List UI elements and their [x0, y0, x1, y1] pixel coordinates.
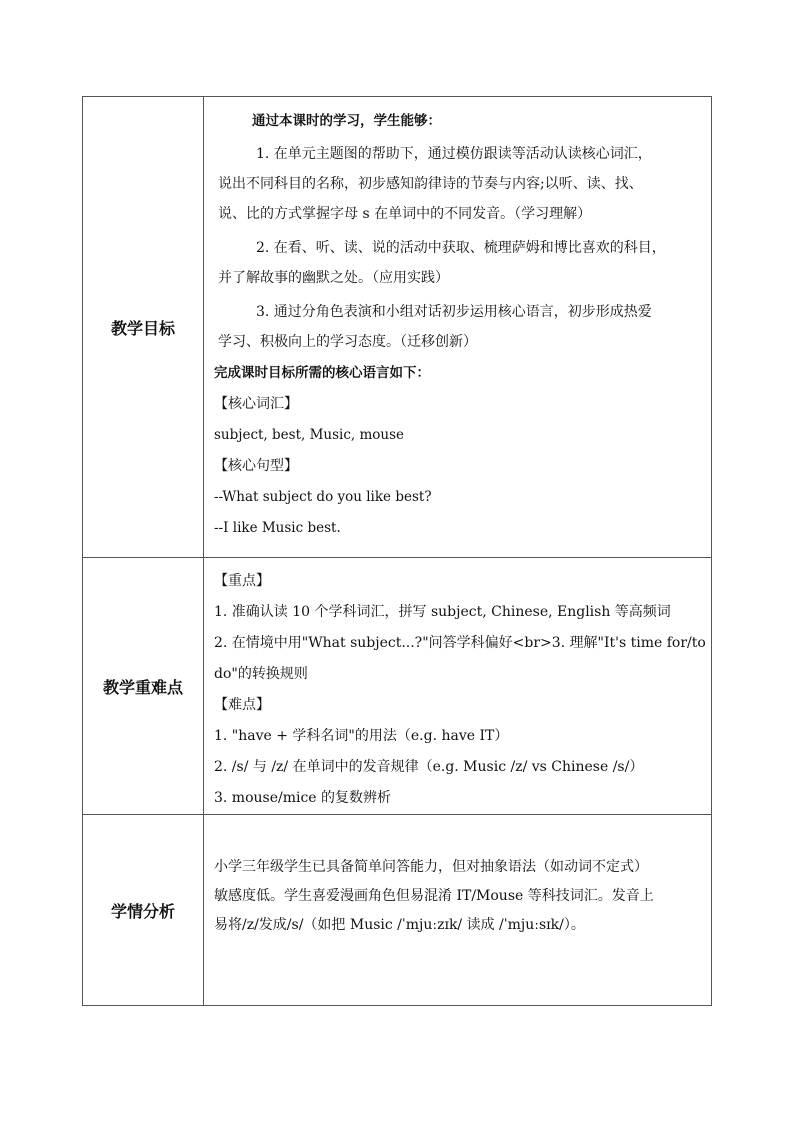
- analysis-line-1: 小学三年级学生已具备简单问答能力，但对抽象语法（如动词不定式）: [214, 859, 648, 875]
- key-points-heading: 【重点】: [214, 573, 270, 589]
- difficult-point-2: 2. /s/ 与 /z/ 在单词中的发音规律（e.g. Music /z/ vs Chinese /s/）: [214, 759, 644, 775]
- analysis-line-3: 易将/z/发成/s/（如把 Music /ˈmjuːzɪk/ 读成 /ˈmjuːsɪk/）。: [214, 917, 585, 933]
- objective-3: [214, 297, 703, 357]
- learner-analysis-row: [83, 815, 712, 1006]
- key-difficult-row: [83, 558, 712, 815]
- objective-1-line2: 说出不同科目的名称，初步感知韵律诗的节奏与内容;以听、读、找、: [218, 176, 643, 192]
- vocab-heading: 【核心词汇】: [214, 396, 298, 412]
- objective-1-line1: 1. 在单元主题图的帮助下，通过模仿跟读等活动认读核心词汇，: [256, 146, 652, 162]
- objective-1-line3: 说、比的方式掌握字母 s 在单词中的不同发音。（学习理解）: [218, 206, 592, 222]
- difficult-point-1: 1. "have + 学科名词"的用法（e.g. have IT）: [214, 728, 509, 744]
- key-difficult-content: [204, 558, 712, 815]
- key-point-1: 1. 准确认读 10 个学科词汇，拼写 subject, Chinese, English 等高频词: [214, 604, 671, 620]
- objective-2-line1: 2. 在看、听、读、说的活动中获取、梳理萨姆和博比喜欢的科目，: [256, 240, 666, 256]
- core-language-heading: 完成课时目标所需的核心语言如下：: [214, 365, 430, 381]
- sentence-answer: --I like Music best.: [214, 520, 341, 536]
- key-point-2b: do"的转换规则: [214, 666, 308, 682]
- learner-analysis-content: [204, 815, 712, 1006]
- objective-2-line2: 并了解故事的幽默之处。（应用实践）: [218, 270, 449, 286]
- objectives-label: 教学目标: [83, 97, 204, 558]
- learner-analysis-label: 学情分析: [83, 815, 204, 1006]
- difficult-points-heading: 【难点】: [214, 697, 270, 713]
- lesson-plan-table: [82, 96, 712, 1006]
- analysis-line-2: 敏感度低。学生喜爱漫画角色但易混淆 IT/Mouse 等科技词汇。发音上: [214, 888, 654, 904]
- objectives-content: [204, 97, 712, 558]
- difficult-point-3: 3. mouse/mice 的复数辨析: [214, 790, 392, 806]
- objectives-intro: 通过本课时的学习，学生能够：: [252, 113, 441, 129]
- sentence-question: --What subject do you like best?: [214, 489, 432, 505]
- vocab-list: subject, best, Music, mouse: [214, 427, 405, 443]
- objective-3-line1: 3. 通过分角色表演和小组对话初步运用核心语言，初步形成热爱: [256, 304, 652, 320]
- objective-2: [214, 233, 703, 293]
- key-difficult-label: 教学重难点: [83, 558, 204, 815]
- key-point-2a: 2. 在情境中用"What subject...?"问答学科偏好<br>3. 理解"It's time for/to: [214, 635, 706, 651]
- objective-1: [214, 139, 703, 229]
- objectives-row: [83, 97, 712, 558]
- sentence-heading: 【核心句型】: [214, 458, 298, 474]
- objective-3-line2: 学习、积极向上的学习态度。（迁移创新）: [218, 334, 477, 350]
